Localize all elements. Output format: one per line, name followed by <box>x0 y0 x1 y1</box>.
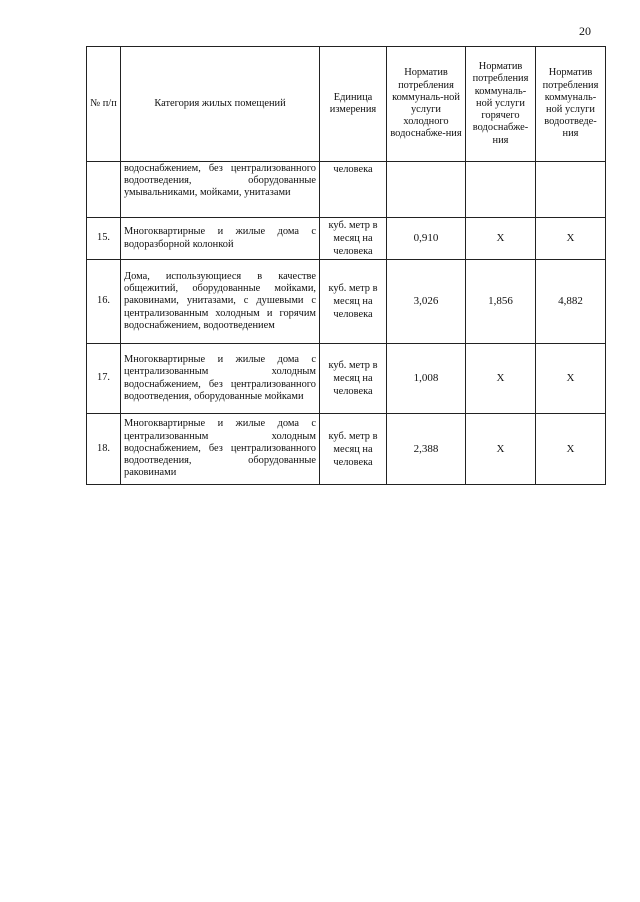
row-cold-water-norm: 3,026 <box>387 260 466 344</box>
row-unit: куб. метр в месяц на человека <box>320 260 387 344</box>
row-number: 17. <box>87 344 121 414</box>
header-number: № п/п <box>87 47 121 162</box>
header-unit: Единица измерения <box>320 47 387 162</box>
header-hot-water-norm: Норматив потребления коммуналь-ной услуги горячего водоснабже-ния <box>466 47 536 162</box>
row-cold-water-norm: 2,388 <box>387 414 466 485</box>
row-category: Многоквартирные и жилые дома с централизованным холодным водоснабжением, без централизованного водоотведения, оборудованные раковинами <box>121 414 320 485</box>
row-category: Дома, использующиеся в качестве общежитий, оборудованные мойками, раковинами, унитазами, с душевыми с централизованным холодным и горячим водоснабжением, водоотведением <box>121 260 320 344</box>
header-category: Категория жилых помещений <box>121 47 320 162</box>
row-unit: человека <box>320 162 387 218</box>
row-drainage-norm: X <box>536 344 606 414</box>
row-unit: куб. метр в месяц на человека <box>320 414 387 485</box>
row-drainage-norm <box>536 162 606 218</box>
row-category: водоснабжением, без централизованного водоотведения, оборудованные умывальниками, мойками, унитазами <box>121 162 320 218</box>
row-cold-water-norm: 0,910 <box>387 218 466 260</box>
table-row <box>87 218 606 260</box>
row-category: Многоквартирные и жилые дома с централизованным холодным водоснабжением, без централизованного водоотведения, оборудованные мойками <box>121 344 320 414</box>
table-row <box>87 162 606 218</box>
consumption-norms-table <box>86 46 606 485</box>
page-number: 20 <box>579 24 591 38</box>
row-hot-water-norm: X <box>466 218 536 260</box>
table-row <box>87 260 606 344</box>
row-number: 18. <box>87 414 121 485</box>
row-unit: куб. метр в месяц на человека <box>320 344 387 414</box>
row-hot-water-norm: 1,856 <box>466 260 536 344</box>
row-number: 15. <box>87 218 121 260</box>
row-cold-water-norm: 1,008 <box>387 344 466 414</box>
row-hot-water-norm: X <box>466 344 536 414</box>
row-number <box>87 162 121 218</box>
header-drainage-norm: Норматив потребления коммуналь-ной услуги водоотведе-ния <box>536 47 606 162</box>
row-number: 16. <box>87 260 121 344</box>
row-drainage-norm: X <box>536 218 606 260</box>
row-drainage-norm: X <box>536 414 606 485</box>
row-drainage-norm: 4,882 <box>536 260 606 344</box>
row-category: Многоквартирные и жилые дома с водоразборной колонкой <box>121 218 320 260</box>
row-cold-water-norm <box>387 162 466 218</box>
table-row <box>87 414 606 485</box>
row-unit: куб. метр в месяц на человека <box>320 218 387 260</box>
row-hot-water-norm: X <box>466 414 536 485</box>
header-cold-water-norm: Норматив потребления коммуналь-ной услуги холодного водоснабже-ния <box>387 47 466 162</box>
row-hot-water-norm <box>466 162 536 218</box>
table-header-row <box>87 47 606 162</box>
table-row <box>87 344 606 414</box>
